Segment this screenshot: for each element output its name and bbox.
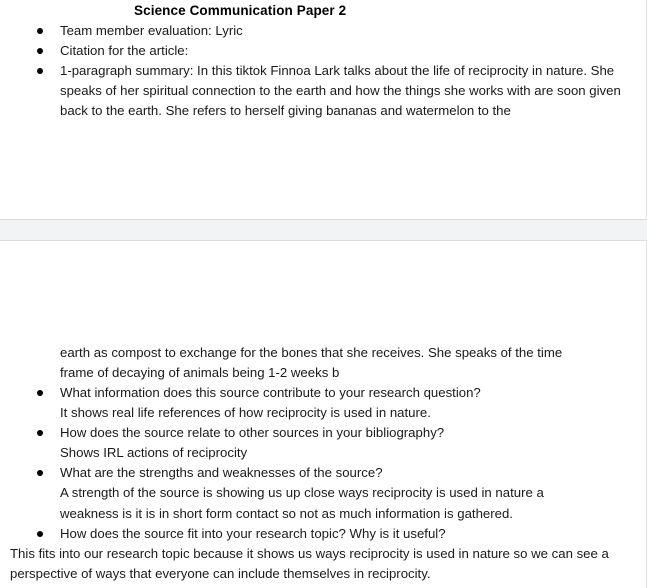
list-item-text: What are the strengths and weaknesses of the source? [60,465,383,481]
continuation-paragraph: earth as compost to exchange for the bones that she receives. She speaks of the time frame of decaying of animals being 1-2 weeks b [60,345,563,381]
list-item-text: What information does this source contribute to your research question? [60,385,481,401]
bullet-list-page-one [0,21,646,121]
list-item-text: Citation for the article: [60,42,189,58]
list-item [0,383,646,423]
list-item-answer: A strength of the source is showing us up close ways reciprocity is used in nature a weakness is it is in short form contact so not as much information is gathered. [60,485,544,521]
bullet-icon [37,28,43,34]
document-page-two [0,241,647,588]
page-title: Science Communication Paper 2 [134,3,347,18]
bullet-list-page-two [0,383,646,544]
list-item-answer: It shows real life references of how reciprocity is used in nature. [60,405,431,421]
document-page-one [0,0,647,219]
closing-paragraph: This fits into our research topic because it shows us ways reciprocity is used in nature so we can see a perspective of ways that everyone can include themselves in reciprocity. [10,545,609,581]
list-item [0,463,646,523]
bullet-icon [37,68,43,74]
list-item [0,61,646,121]
bullet-icon [37,48,43,54]
list-item-text: 1-paragraph summary: In this tiktok Finnoa Lark talks about the life of reciprocity in nature. She speaks of her spiritual connection to the earth and how the things she works with are soon given back to the earth. She refers to herself giving bananas and watermelon to the [60,62,621,118]
bullet-icon [37,531,43,537]
list-item [0,423,646,463]
list-item-text: How does the source relate to other sources in your bibliography? [60,425,445,441]
page-break-separator [0,219,647,241]
list-item-answer: Shows IRL actions of reciprocity [60,445,248,461]
list-item-text: How does the source fit into your research topic? Why is it useful? [60,525,446,541]
list-item [0,41,646,61]
list-item [0,524,646,544]
bullet-icon [37,430,43,436]
bullet-icon [37,470,43,476]
list-item-text: Team member evaluation: Lyric [60,22,243,38]
bullet-icon [37,390,43,396]
list-item [0,21,646,41]
